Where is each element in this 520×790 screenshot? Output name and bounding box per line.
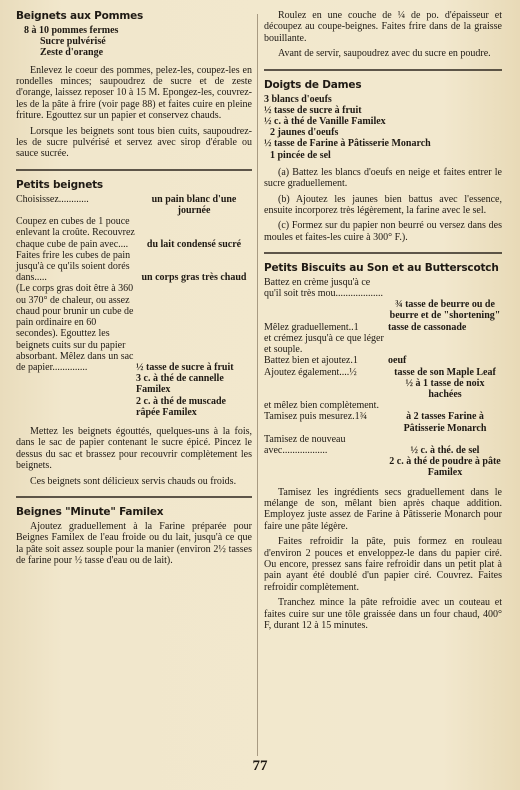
step-row: 3 c. à thé de cannelle Familex: [136, 373, 224, 396]
ingredient-list: [24, 25, 252, 59]
step-row: Choisissez............ un pain blanc d'une journée: [16, 193, 237, 217]
recipe-biscuits-son: [264, 262, 502, 631]
ingredient: Sucre pulvérisé: [40, 36, 106, 48]
step-row: 2 c. à thé de muscade râpée Familex: [136, 395, 226, 418]
recipe-title: Petits Biscuits au Son et au Butterscotch: [264, 262, 499, 275]
recipe-title: Petits beignets: [16, 178, 103, 191]
step-row: Battez bien et ajoutez.1 oeuf: [264, 355, 407, 367]
step-row: Tamisez puis mesurez.1¾ à 2 tasses Farine à Pâtisserie Monarch: [264, 411, 487, 434]
ingredient: ½ tasse de sucre à fruit: [264, 104, 362, 116]
paragraph: (a) Battez les blancs d'oeufs en neige et faites entrer le sucre graduellement.: [264, 166, 502, 190]
step-row: Mêlez graduellement..1 tasse de cassonade: [264, 321, 467, 333]
step-row: Faites frire les cubes de pain jusqu'à ce qu'ils soient dorés dans..... un corps gras très chaud: [16, 249, 247, 284]
ingredient: Zeste d'orange: [40, 47, 104, 59]
ingredient-list: [264, 94, 502, 161]
step-row: et mêlez bien complètement.: [264, 400, 379, 412]
section-rule: [16, 496, 252, 498]
recipe-petits-beignets: [16, 179, 252, 487]
section-rule: [264, 252, 502, 254]
paragraph: Roulez en une couche de ¼ de po. d'épaisseur et découpez au coupe-beignes. Faites frire dans de la graisse bouillante.: [264, 10, 502, 44]
step-row: Coupez en cubes de 1 pouce enlevant la croûte. Recouvrez chaque cube de pain avec.... du lait condensé sucré: [16, 216, 242, 250]
recipe-title: Doigts de Dames: [264, 78, 362, 91]
ingredient: ½ c. à thé de Vanille Familex: [264, 116, 386, 128]
recipe-continued: [264, 10, 502, 60]
ingredient: 2 jaunes d'oeufs: [270, 127, 339, 139]
step-row: et crémez jusqu'à ce que léger et souple.: [264, 332, 384, 356]
step-row: 2 c. à thé de poudre à pâte Familex: [389, 456, 501, 479]
step-row: Tamisez de nouveau avec.................. ½ c. à thé. de sel: [264, 433, 480, 456]
paragraph: (c) Formez sur du papier non beurré ou versez dans des moules et faites-les cuire à 300° F.).: [264, 220, 502, 243]
section-rule: [264, 69, 502, 71]
recipe-beignets-pommes: [16, 10, 252, 160]
recipe-beignes-minute: [16, 506, 252, 567]
paragraph: Ajoutez graduellement à la Farine préparée pour Beignes Familex de l'eau froide ou du lait, jusqu'à ce que la pâte soit assez souple pour la manier (environ 2½ tasses de farine pour ½ tasse d'eau ou de lait).: [16, 520, 252, 567]
step-row: ½ à 1 tasse de noix hachées: [405, 377, 485, 400]
step-row: (Le corps gras doit être à 360 ou 370° de chaleur, ou assez chaud pour brunir un cube de pain ordinaire en 60 secondes). Egouttez les beignets cuits sur du papier absorbant. Mêlez dans un sac de papier.............. ½ tasse de sucre à fruit: [16, 283, 234, 373]
paragraph: Tranchez mince la pâte refroidie avec un couteau et faites cuire sur une tôle graissée dans un four chaud, 400° F, durant 12 à 15 minutes.: [264, 597, 502, 631]
ingredient: 3 blancs d'oeufs: [264, 93, 332, 105]
column-divider: [257, 14, 258, 756]
right-column: [264, 10, 502, 635]
ingredient: ½ tasse de Farine à Pâtisserie Monarch: [264, 138, 431, 150]
page-number: 77: [252, 758, 268, 774]
ingredient: 1 pincée de sel: [270, 149, 331, 161]
step-row: Ajoutez également....½ tasse de son Maple Leaf: [264, 366, 496, 378]
paragraph: Ces beignets sont délicieux servis chauds ou froids.: [30, 475, 237, 487]
recipe-title: Beignes "Minute" Familex: [16, 505, 164, 518]
ingredient: 8 à 10 pommes fermes: [24, 25, 119, 36]
paragraph: Mettez les beignets égouttés, quelques-uns à la fois, dans le sac de papier contenant le sucre épicé. Pincez le dessus du sac et brassez pour recouvrir complètement les beignets.: [16, 425, 252, 472]
paragraph: (b) Ajoutez les jaunes bien battus avec l'essence, ensuite incorporez très légèrement, la farine avec le sel.: [264, 193, 502, 217]
recipe-title: Beignets aux Pommes: [16, 10, 144, 22]
paragraph: Enlevez le coeur des pommes, pelez-les, coupez-les en rondelles minces; saupoudrez de sucre et de zeste d'orange, laissez reposer 10 à 15 M. Epongez-les, couvrez-les de la pâte à frire (voir page 88) et faites cuire en pleine friture. Egouttez sur un papier et conservez chauds.: [16, 64, 252, 122]
step-row: Battez en crème jusqu'à ce qu'il soit très mou................... ¾ tasse de beurre ou de beurre et de "shortening": [264, 277, 501, 322]
paragraph: Faites refroidir la pâte, puis formez en rouleau d'environ 2 pouces et enveloppez-le dans du papier ciré. Ou encore, pressez sans faire refroidir dans un petit plat à pain ayant été doublé d'un papier ciré. Couvrez. Faites refroidir complètement.: [264, 536, 502, 593]
paragraph: Avant de servir, saupoudrez avec du sucre en poudre.: [278, 48, 491, 60]
recipe-doigts-de-dames: [264, 79, 502, 244]
paragraph: Lorsque les beignets sont tous bien cuits, saupoudrez-les de sucre pulvérisé et servez avec sirop d'érable ou sauce sucrée.: [16, 125, 252, 160]
section-rule: [16, 169, 252, 171]
left-column: [16, 10, 252, 571]
paragraph: Tamisez les ingrédients secs graduellement dans le mélange de son, mêlant bien après chaque addition. Employez juste assez de Farine à Pâtisserie Monarch pour faire une pâte légère.: [264, 486, 502, 532]
